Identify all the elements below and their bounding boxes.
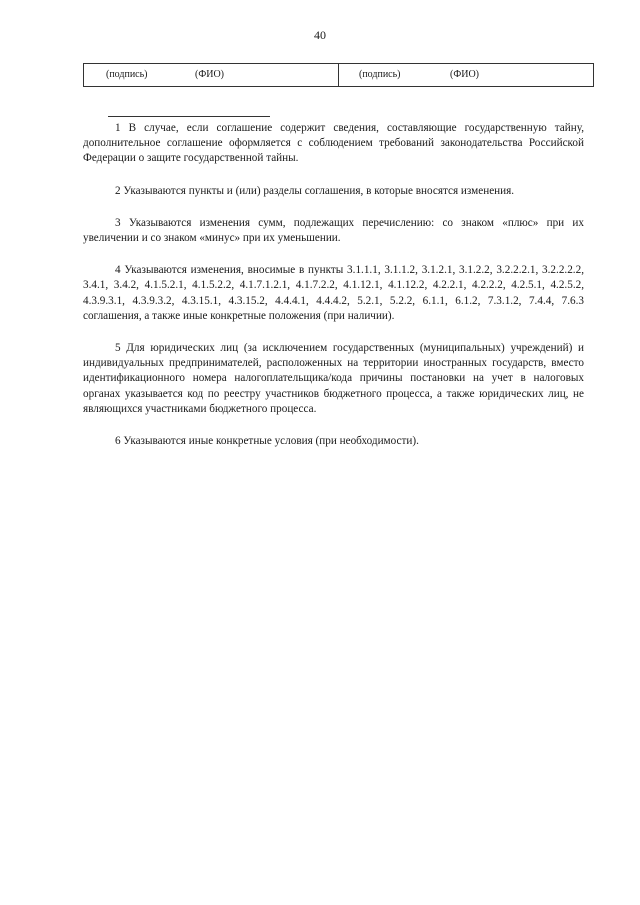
name-label-right: (ФИО) xyxy=(450,69,480,80)
name-label-left: (ФИО) xyxy=(195,69,225,80)
signature-label-left: (подпись) xyxy=(106,69,148,80)
signature-label-right: (подпись) xyxy=(359,69,401,80)
footnote-3: 3 Указываются изменения сумм, подлежащих перечислению: со знаком «плюс» при их увеличении и со знаком «минус» при их уменьшении. xyxy=(83,216,584,245)
footnote-2: 2 Указываются пункты и (или) разделы соглашения, в которые вносятся изменения. xyxy=(115,184,515,197)
signature-table xyxy=(83,63,594,87)
footnote-1: 1 В случае, если соглашение содержит сведения, составляющие государственную тайну, дополнительное соглашение оформляется с соблюдением требований законодательства Российской Федерации о защите государственной тайны. xyxy=(83,122,584,165)
signature-cell-left xyxy=(84,64,339,86)
page-number: 40 xyxy=(314,28,326,42)
signature-cell-right xyxy=(339,64,593,86)
footnote-6: 6 Указываются иные конкретные условия (при необходимости). xyxy=(115,435,419,448)
footnotes xyxy=(83,121,584,466)
footnote-5: 5 Для юридических лиц (за исключением государственных (муниципальных) учреждений) и индивидуальных предпринимателей, расположенных на территории иностранных государств, вместо идентификационного номера налогоплательщика/кода причины постановки на учет в налоговых органах указывается код по реестру участников бюджетного процесса, а также юридических лиц, не являющихся участниками бюджетного процесса. xyxy=(83,342,584,415)
footnote-separator xyxy=(108,116,270,117)
footnote-4: 4 Указываются изменения, вносимые в пункты 3.1.1.1, 3.1.1.2, 3.1.2.1, 3.1.2.2, 3.2.2.2.1, 3.2.2.2.2, 3.4.1, 3.4.2, 4.1.5.2.1, 4.1.5.2.2, 4.1.7.1.2.1, 4.1.7.2.2, 4.1.12.1, 4.1.12.2, 4.2.2.1, 4.2.2.2, 4.2.5.1, 4.2.5.2, 4.3.9.3.1, 4.3.9.3.2, 4.3.15.1, 4.3.15.2, 4.4.4.1, 4.4.4.2, 5.2.1, 5.2.2, 6.1.1, 6.1.2, 7.3.1.2, 7.4.4, 7.6.3 соглашения, а также иные конкретные положения (при наличии). xyxy=(83,264,584,322)
